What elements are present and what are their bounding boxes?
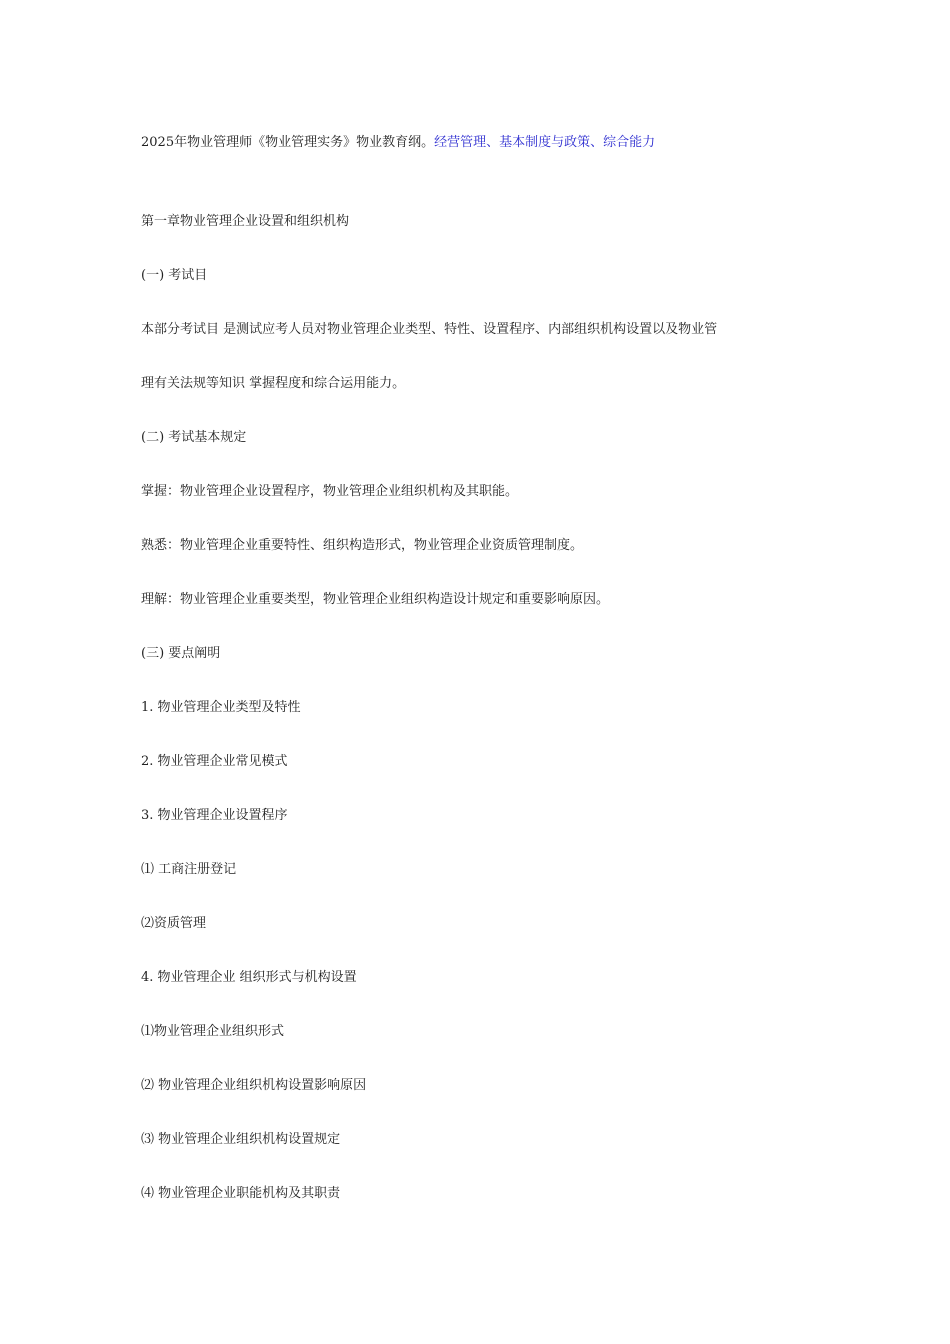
list-item: 2. 物业管理企业常见模式 [141,754,288,769]
intro-text: 2025年物业管理师《物业管理实务》物业教育纲。 [141,135,435,150]
link-business-management[interactable]: 经营管理 [434,135,487,150]
link-separator: 、 [486,135,500,150]
requirement-master: 掌握：物业管理企业设置程序，物业管理企业组织机构及其职能。 [141,484,519,499]
chapter-title: 第一章物业管理企业设置和组织机构 [141,214,350,229]
paragraph-line: 本部分考试目 是测试应考人员对物业管理企业类型、特性、设置程序、内部组织机构设置以及物业管 [141,322,718,337]
sub-list-item: ⑷ 物业管理企业职能机构及其职责 [141,1186,341,1201]
sub-list-item: ⑴ 工商注册登记 [141,862,237,877]
section-heading-exam-purpose: (一) 考试目 [141,268,208,283]
sub-list-item: ⑴物业管理企业组织形式 [141,1024,285,1039]
link-separator: 、 [590,135,604,150]
paragraph-line: 理有关法规等知识 掌握程度和综合运用能力。 [141,376,406,391]
list-item: 1. 物业管理企业类型及特性 [141,700,301,715]
sub-list-item: ⑵资质管理 [141,916,207,931]
requirement-understand: 理解：物业管理企业重要类型，物业管理企业组织构造设计规定和重要影响原因。 [141,592,610,607]
list-item: 4. 物业管理企业 组织形式与机构设置 [141,970,357,985]
sub-list-item: ⑶ 物业管理企业组织机构设置规定 [141,1132,341,1147]
requirement-familiar: 熟悉：物业管理企业重要特性、组织构造形式，物业管理企业资质管理制度。 [141,538,584,553]
link-comprehensive-ability[interactable]: 综合能力 [603,135,656,150]
link-basic-policy[interactable]: 基本制度与政策 [499,135,591,150]
section-heading-requirements: (二) 考试基本规定 [141,430,247,445]
sub-list-item: ⑵ 物业管理企业组织机构设置影响原因 [141,1078,367,1093]
list-item: 3. 物业管理企业设置程序 [141,808,288,823]
intro-line [141,134,655,152]
section-heading-key-points: (三) 要点阐明 [141,646,221,661]
